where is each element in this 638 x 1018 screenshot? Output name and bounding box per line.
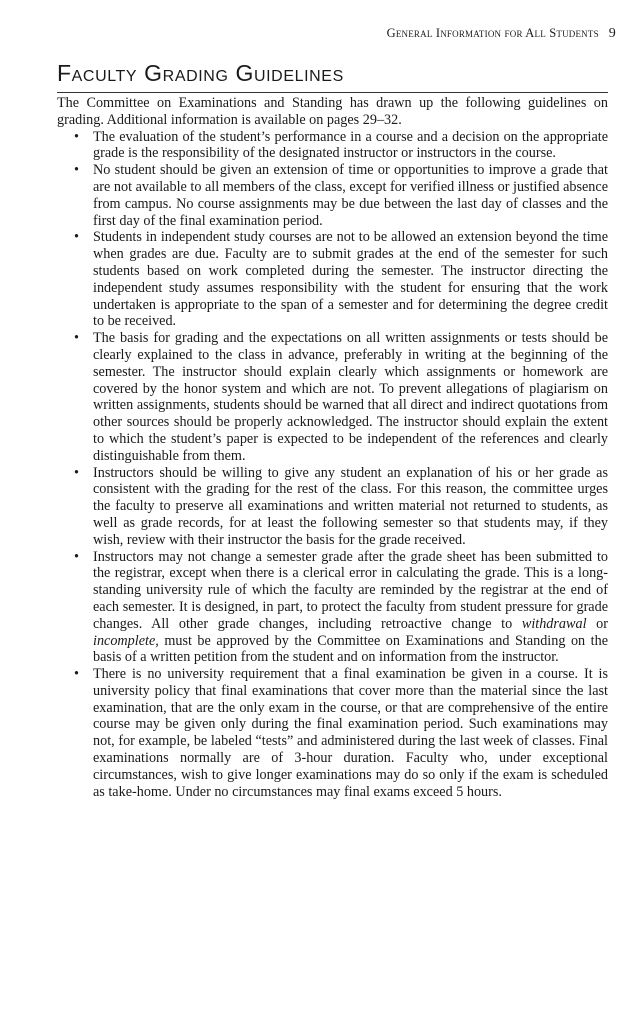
guideline-item-evaluation xyxy=(57,129,608,163)
guideline-item-grading-basis xyxy=(57,330,608,464)
guidelines-list xyxy=(57,129,608,801)
page-body xyxy=(57,95,608,800)
bullet-icon: • xyxy=(74,128,79,145)
guideline-text-part: or xyxy=(586,615,608,632)
guideline-item-grade-changes xyxy=(57,549,608,667)
guideline-text-part: Instructors may not change a semester grade after the grade sheet has been submitted to the registrar, except when there is a clerical error in calculating the grade. This is a long-standing university rule of which the faculty are reminded by the registrar at the end of each semester. It is designed, in part, to protect the faculty from student pressure for grade changes. All other grade changes, including retroactive change to xyxy=(93,548,608,632)
bullet-icon: • xyxy=(74,548,79,565)
title-rule xyxy=(57,92,608,93)
emphasis-incomplete: incomplete, xyxy=(93,632,159,649)
guideline-text: The basis for grading and the expectations on all written assignments or tests should be clearly explained to the class in advance, preferably in writing at the beginning of the semester. The instructor should explain clearly which assignments or homework are covered by the honor system and which are not. To prevent allegations of plagiarism on written assignments, students should be warned that all direct and indirect quotations from other sources should be properly acknowledged. The instructor should explain the extent to which the student’s paper is expected to be independent of the references and clearly distinguishable from them. xyxy=(93,330,608,464)
running-head xyxy=(387,26,616,42)
bullet-icon: • xyxy=(74,330,79,347)
section-title: Faculty Grading Guidelines xyxy=(57,60,344,86)
intro-paragraph: The Committee on Examinations and Standing has drawn up the following guidelines on grading. Additional information is available on pages 29–32. xyxy=(57,95,608,128)
guideline-item-final-exams xyxy=(57,666,608,800)
running-head-title: General Information for All Students xyxy=(386,26,599,40)
guideline-text: The evaluation of the student’s performance in a course and a decision on the appropriate grade is the responsibility of the designated instructor or instructors in the course. xyxy=(93,128,608,162)
emphasis-withdrawal: withdrawal xyxy=(521,615,587,632)
guideline-text: Students in independent study courses are not to be allowed an extension beyond the time when grades are due. Faculty are to submit grades at the end of the semester for such students based on work completed during the semester. The instructor directing the independent study assumes responsibility with the student for ensuring that the work undertaken is appropriate to the span of a semester and for determining the degree credit to be received. xyxy=(93,229,608,330)
guideline-text-part: must be approved by the Committee on Examinations and Standing on the basis of a written petition from the student and on information from the instructor. xyxy=(93,632,608,666)
guideline-text xyxy=(93,549,608,666)
bullet-icon: • xyxy=(74,229,79,246)
guideline-text: There is no university requirement that a final examination be given in a course. It is university policy that final examinations that cover more than the material since the last examination, that are the only exam in the course, or that are comprehensive of the entire course may be given only during the final examination period. Such examinations may not, for example, be labeled “tests” and administered during the last week of classes. Final examinations normally are of 3-hour duration. Faculty who, under exceptional circumstances, wish to give longer examinations may do so only if the exam is scheduled as take-home. Under no circumstances may final exams exceed 5 hours. xyxy=(93,666,608,800)
page-number: 9 xyxy=(608,26,616,41)
guideline-item-grade-explanation xyxy=(57,465,608,549)
bullet-icon: • xyxy=(74,162,79,179)
guideline-text: Instructors should be willing to give any student an explanation of his or her grade as consistent with the grading for the rest of the class. For this reason, the committee urges the faculty to preserve all examinations and written material not returned to students, as well as grade records, for at least the following semester so that students may, if they wish, review with their instructor the basis for the grade received. xyxy=(93,464,608,548)
bullet-icon: • xyxy=(74,666,79,683)
bullet-icon: • xyxy=(74,464,79,481)
guideline-item-independent-study xyxy=(57,229,608,330)
guideline-text: No student should be given an extension of time or opportunities to improve a grade that are not available to all members of the class, except for verified illness or justified absence from campus. No course assignments may be due between the last day of classes and the first day of the final examination period. xyxy=(93,162,608,229)
guideline-item-extensions xyxy=(57,162,608,229)
